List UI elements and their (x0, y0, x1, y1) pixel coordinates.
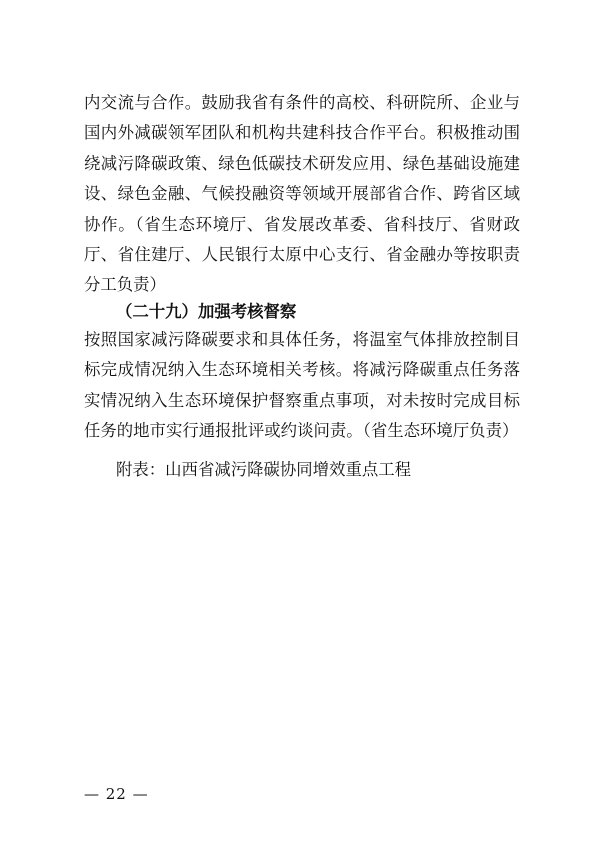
paragraph-continued: 内交流与合作。鼓励我省有条件的高校、科研院所、企业与国内外减碳领军团队和机构共建科技合作平台。积极推动围绕减污降碳政策、绿色低碳技术研发应用、绿色基础设施建设、绿色金融、气候投融资等领域开展部省合作、跨省区域协作。（省生态环境厅、省发展改革委、省科技厅、省财政厅、省住建厅、人民银行太原中心支行、省金融办等按职责分工负责） (84, 93, 520, 295)
section-heading: （二十九）加强考核督察 (116, 302, 297, 321)
section-paragraph (84, 325, 520, 447)
page-number: — 22 — (84, 785, 149, 803)
section-paragraph-text: 按照国家减污降碳要求和具体任务，将温室气体排放控制目标完成情况纳入生态环境相关考核。将减污降碳重点任务落实情况纳入生态环境保护督察重点事项，对未按时完成目标任务的地市实行通报批评或约谈问责。（省生态环境厅负责） (84, 330, 520, 441)
attachment-note: 附表：山西省减污降碳协同增效重点工程 (116, 460, 412, 479)
